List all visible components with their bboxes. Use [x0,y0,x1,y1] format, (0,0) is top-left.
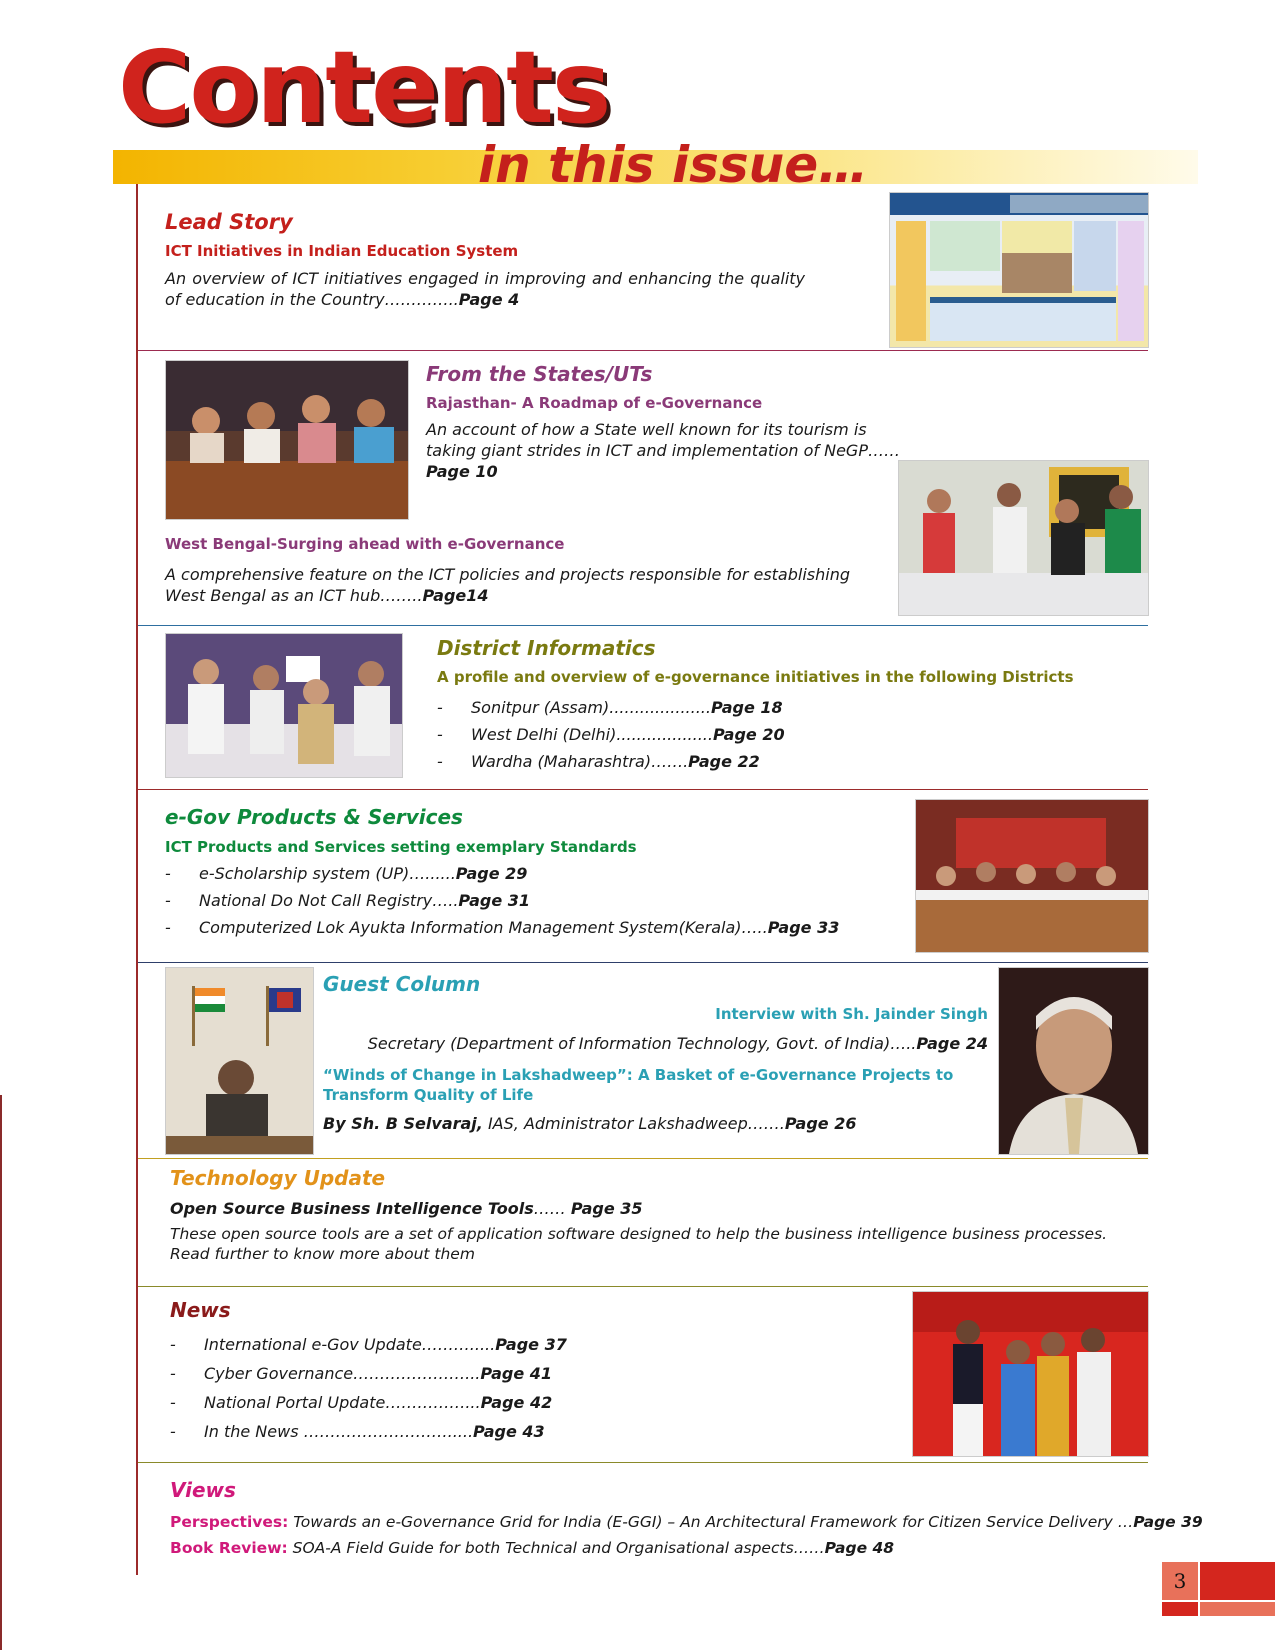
page-subtitle: in this issue… [478,136,869,194]
guest-byline-page: Page 26 [784,1114,857,1133]
list-item[interactable]: - Wardha (Maharashtra)…….Page 22 [437,752,760,771]
ceremony-illustration [899,461,1148,615]
event-illustration [166,361,408,519]
tech-page: Page 35 [570,1199,643,1218]
states-heading: From the States/UTs [426,362,653,386]
lead-desc: An overview of ICT initiatives engaged in improving and enhancing the quality of education in the Country…………..Page 4 [165,269,805,309]
district-event-photo [165,633,403,778]
states-item2-page: Page14 [422,586,489,605]
district-illustration [166,634,402,777]
states-item1-title[interactable]: Rajasthan- A Roadmap of e-Governance [426,394,763,412]
footer-accent [1200,1562,1275,1600]
district-subtitle: A profile and overview of e-governance initiatives in the following Districts [437,668,1074,686]
divider [138,1462,1148,1463]
views-heading: Views [170,1478,236,1502]
district-heading: District Informatics [437,636,656,660]
list-item[interactable]: - West Delhi (Delhi)...................Page 20 [437,725,785,744]
edge-rule [0,1095,2,1650]
list-item[interactable]: - National Do Not Call Registry…..Page 31 [165,891,531,910]
page-title: Contents [118,29,610,146]
west-bengal-photo [898,460,1149,616]
jainder-singh-portrait [998,967,1149,1155]
lead-title[interactable]: ICT Initiatives in Indian Education System [165,242,519,260]
list-item[interactable]: - e-Scholarship system (UP)…......Page 29 [165,864,528,883]
guest-secretary-page: Page 24 [916,1034,988,1053]
views-perspectives-page: Page 39 [1133,1513,1203,1531]
list-item[interactable]: - Computerized Lok Ayukta Information Management System(Kerala)…..Page 33 [165,918,840,937]
egov-subtitle: ICT Products and Services setting exemplary Standards [165,838,637,856]
egov-heading: e-Gov Products & Services [165,805,463,829]
left-rule [136,184,138,1575]
guest-byline: By Sh. B Selvaraj, IAS, Administrator Lakshadweep…….Page 26 [323,1114,857,1133]
district-list [437,694,785,775]
guest-interview-title[interactable]: Interview with Sh. Jainder Singh [715,1005,988,1023]
divider [138,962,1148,963]
guest-heading: Guest Column [323,972,481,996]
divider [138,789,1148,790]
tech-heading: Technology Update [170,1166,386,1190]
views-perspectives[interactable]: Perspectives: Towards an e-Governance Grid for India (E-GGI) – An Architectural Framework for Citizen Service Delivery …Page 39 [170,1513,1203,1531]
states-item1-desc: An account of how a State well known for its tourism is taking giant strides in ICT and implementation of NeGP……Page 10 [426,420,900,481]
official-illustration [166,968,313,1154]
egov-conference-photo [915,799,1149,953]
list-item[interactable]: - In the News ……………………….....Page 43 [170,1422,545,1441]
divider [138,1286,1148,1287]
news-heading: News [170,1298,231,1322]
footer-accent [1162,1602,1198,1616]
views-book-page: Page 48 [824,1539,895,1557]
states-item2-title[interactable]: West Bengal-Surging ahead with e-Governance [165,535,565,553]
states-item1-page: Page 10 [426,462,498,481]
views-book-review[interactable]: Book Review: SOA-A Field Guide for both Technical and Organisational aspects……Page 48 [170,1539,895,1557]
list-item[interactable]: - International e-Gov Update……….....Page 37 [170,1335,567,1354]
list-item[interactable]: - Cyber Governance…………………...Page 41 [170,1364,553,1383]
divider [138,350,1148,351]
conference-illustration [916,800,1148,952]
page-number: 3 [1162,1562,1198,1600]
list-item[interactable]: - Sonitpur (Assam)....................Page 18 [437,698,783,717]
guest-winds-title[interactable]: “Winds of Change in Lakshadweep”: A Basket of e-Governance Projects to Transform Quality of Life [323,1066,954,1104]
lead-heading: Lead Story [165,210,293,234]
portal-illustration [890,193,1148,347]
divider [138,1158,1148,1159]
official-portrait-photo [165,967,314,1155]
tech-title-line[interactable]: Open Source Business Intelligence Tools…… Page 35 [170,1199,643,1218]
award-illustration [913,1292,1148,1456]
education-portal-photo [889,192,1149,348]
list-item[interactable]: - National Portal Update……………...Page 42 [170,1393,553,1412]
states-item2-desc: A comprehensive feature on the ICT policies and projects responsible for establishing West Bengal as an ICT hub……..Page14 [165,565,850,605]
tech-desc: These open source tools are a set of application software designed to help the business intelligence business processes. Read further to know more about them [170,1225,1108,1263]
guest-secretary: Secretary (Department of Information Technology, Govt. of India)…..Page 24 [367,1034,988,1053]
news-award-photo [912,1291,1149,1457]
news-list [170,1330,567,1446]
portrait-illustration [999,968,1148,1154]
footer-accent [1200,1602,1275,1616]
divider [138,625,1148,626]
rajasthan-event-photo [165,360,409,520]
egov-list [165,860,839,941]
lead-page: Page 4 [458,290,520,309]
